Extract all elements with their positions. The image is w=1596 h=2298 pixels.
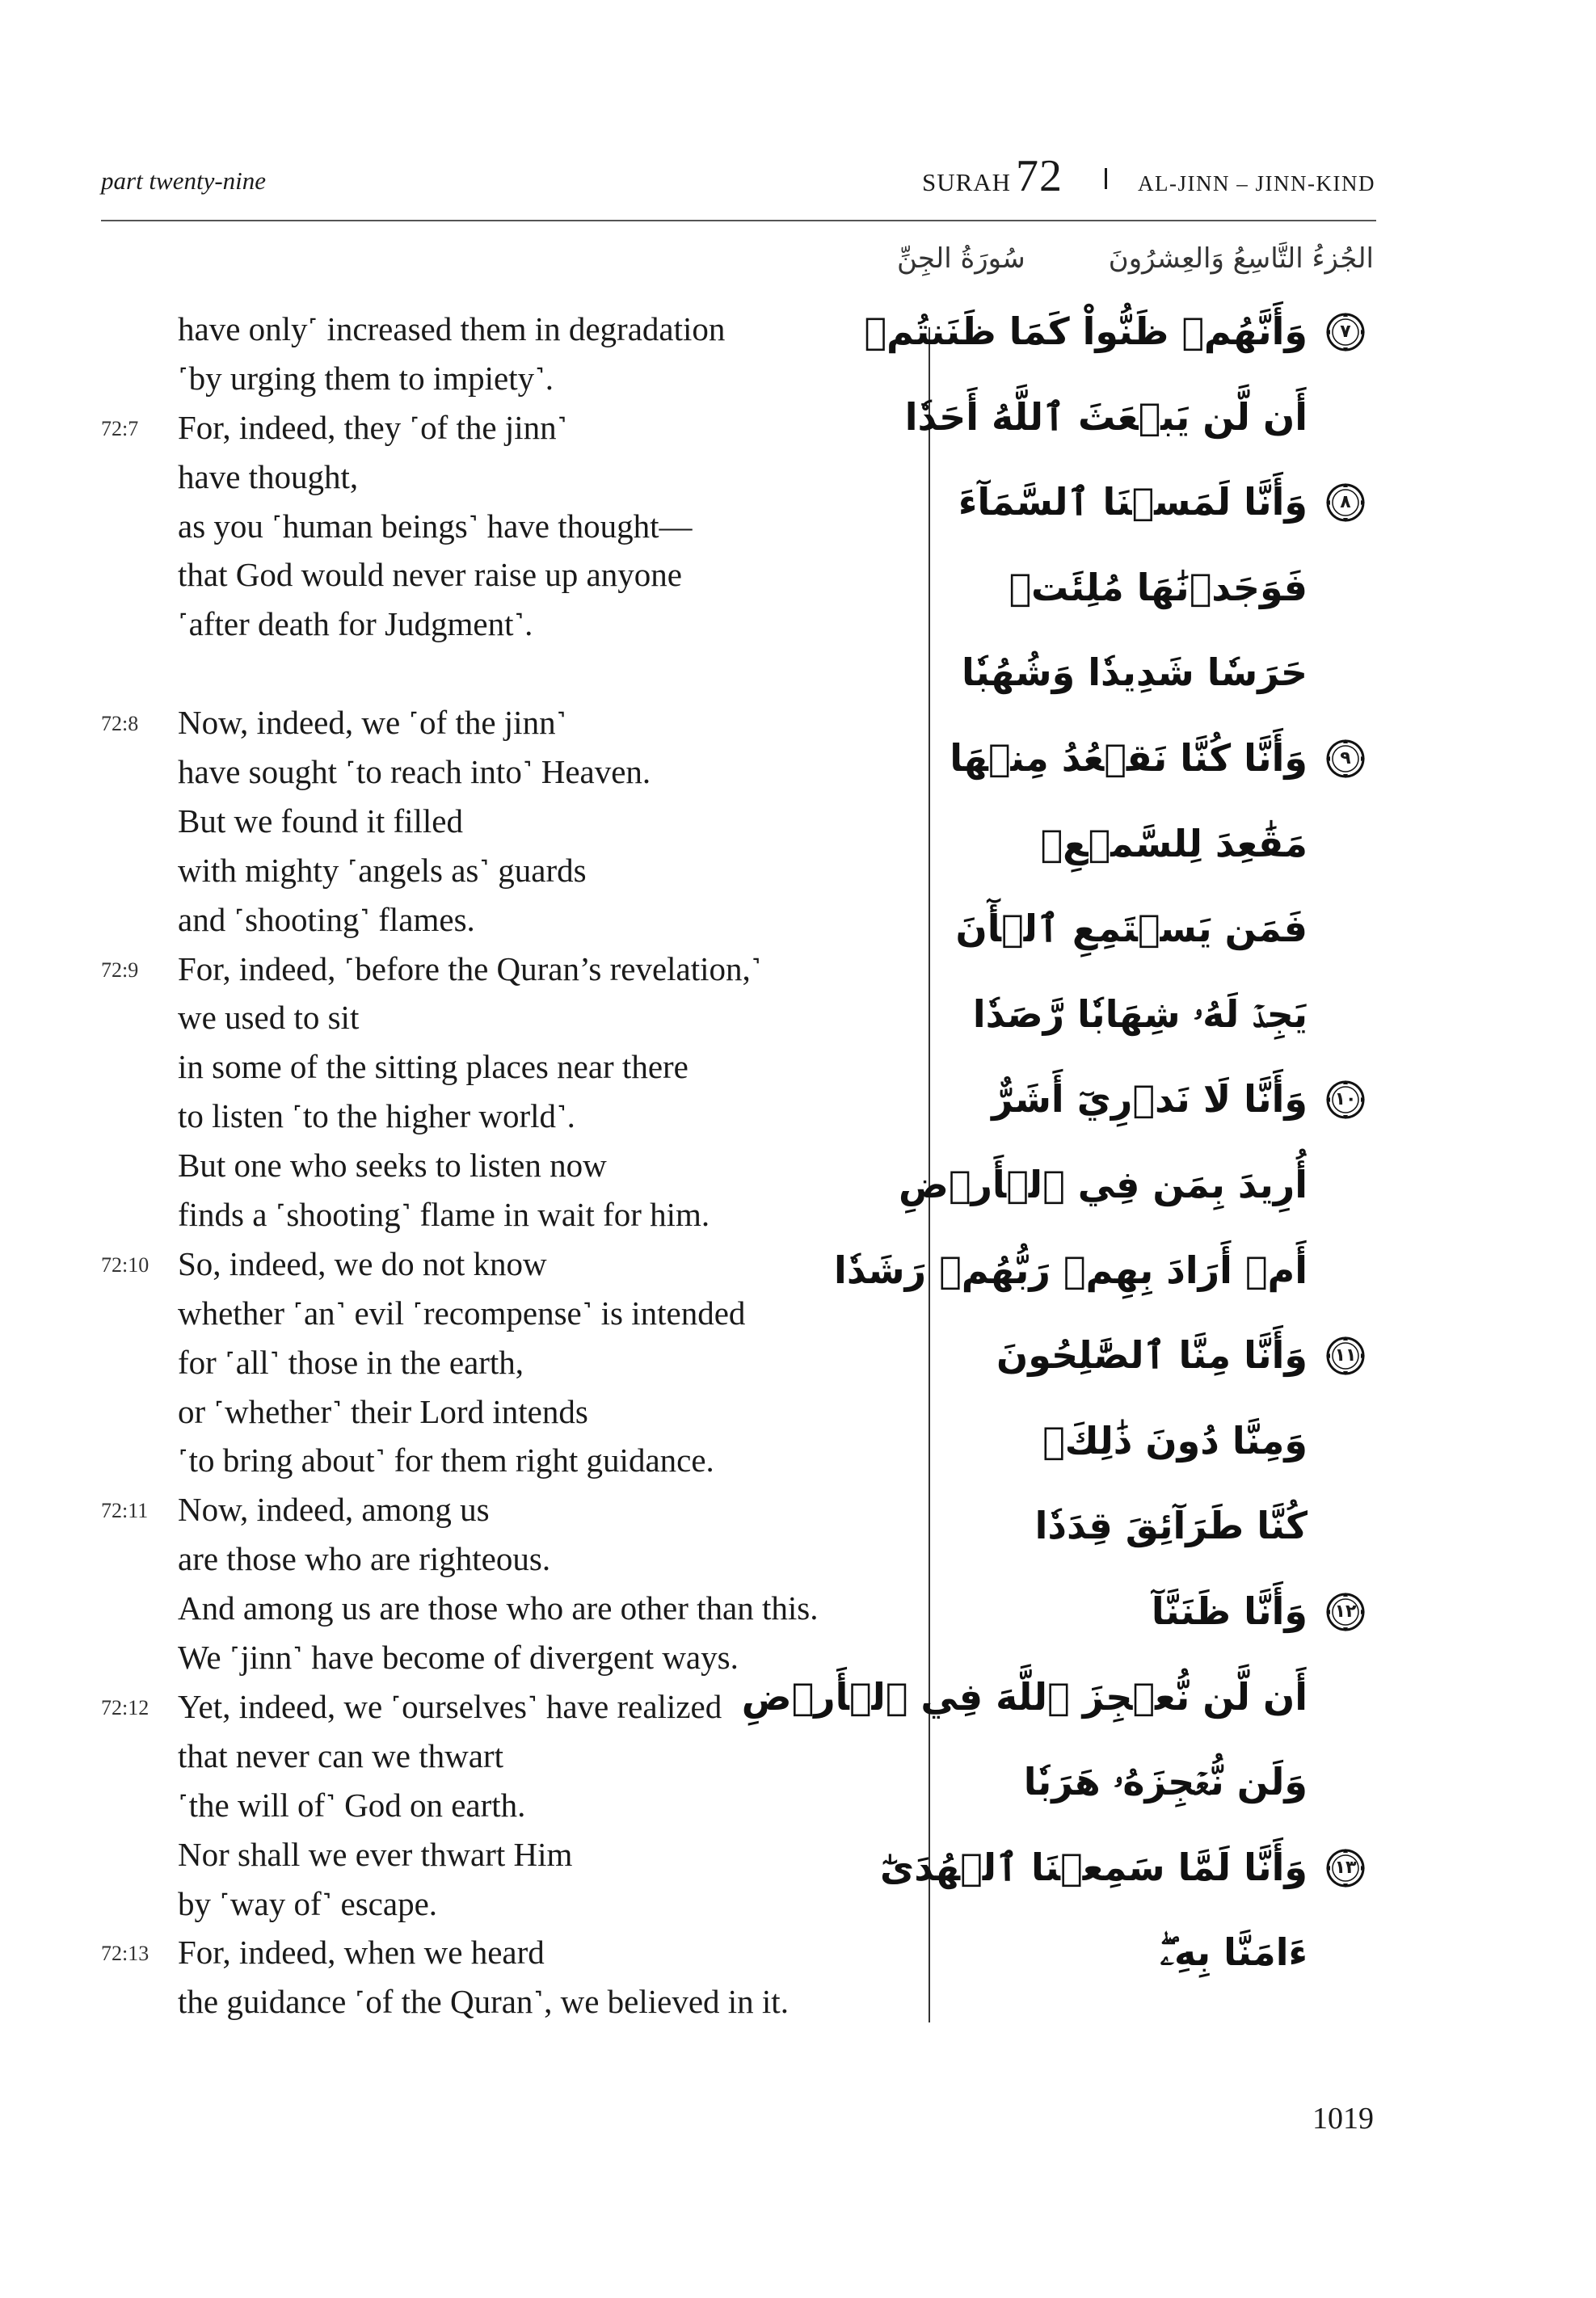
ayah-number: ٧ — [1340, 322, 1351, 342]
surah-title: AL-JINN – JINN-KIND — [1138, 171, 1375, 196]
translation-line — [101, 698, 917, 747]
translation-line — [101, 1928, 917, 1977]
arabic-verse-text: وَأَنَّهُمۡ ظَنُّواْ كَمَا ظَنَنتُمۡ — [864, 309, 1308, 353]
translation-line — [101, 1485, 917, 1534]
arabic-verse-text: وَأَنَّا لَا نَدۡرِيٓ أَشَرٌّ — [992, 1077, 1308, 1122]
running-head-part: part twenty-nine — [101, 166, 267, 195]
translation-text: for ˹all˺ those in the earth, — [178, 1343, 524, 1381]
translation-text: So, indeed, we do not know — [178, 1244, 547, 1282]
arabic-verse-text: وَلَن نُّعۡجِزَهُۥ هَرَبٗا — [1023, 1760, 1308, 1804]
arabic-verse-text: وَأَنَّا مِنَّا ٱلصَّٰلِحُونَ — [996, 1333, 1308, 1378]
translation-text: with mighty ˹angels as˺ guards — [178, 851, 587, 889]
ayah-number-icon — [1325, 1592, 1366, 1632]
surah-number: 72 — [1016, 151, 1063, 201]
arabic-verse-text: مَقَٰعِدَ لِلسَّمۡعِۖ — [1040, 821, 1308, 865]
verse-reference: 72:12 — [101, 1695, 149, 1719]
arabic-line — [741, 1673, 1374, 1722]
ayah-number: ٨ — [1340, 492, 1351, 513]
translation-line — [101, 1338, 917, 1387]
translation-line — [101, 1387, 917, 1437]
translation-text: have thought, — [178, 457, 359, 495]
arabic-line — [954, 904, 1374, 953]
translation-line — [101, 895, 917, 945]
arabic-line — [954, 1587, 1374, 1636]
translation-line — [101, 1436, 917, 1485]
arabic-line — [834, 1246, 1374, 1295]
verse-reference: 72:11 — [101, 1499, 149, 1523]
arabic-line — [954, 1075, 1374, 1124]
translation-text: that God would never raise up anyone — [178, 556, 682, 594]
stanza-gap — [101, 649, 917, 698]
translation-text: we used to sit — [178, 999, 360, 1037]
translation-line — [101, 1141, 917, 1190]
translation-line — [101, 1977, 917, 2027]
arabic-line — [950, 734, 1374, 783]
translation-text: have sought ˹to reach into˺ Heaven. — [178, 753, 651, 791]
translation-line — [101, 305, 917, 354]
arabic-line — [954, 1501, 1374, 1551]
arabic-line — [898, 1160, 1374, 1210]
arabic-verse-text: وَأَنَّا كُنَّا نَقۡعُدُ مِنۡهَا — [950, 735, 1308, 780]
arabic-line — [954, 990, 1374, 1039]
arabic-verse-text: أُرِيدَ بِمَن فِي ٱلۡأَرۡضِ — [898, 1162, 1308, 1206]
translation-text: Yet, indeed, we ˹ourselves˺ have realized — [178, 1687, 722, 1725]
arabic-verse-text: وَأَنَّا ظَنَنَّآ — [1151, 1589, 1308, 1633]
translation-line — [101, 945, 917, 994]
verse-reference: 72:8 — [101, 712, 139, 736]
arabic-line — [880, 1843, 1374, 1892]
translation-line — [101, 403, 917, 452]
verse-reference: 72:7 — [101, 416, 139, 440]
ayah-number: ١١ — [1334, 1345, 1357, 1366]
arabic-verse-text: أَن لَّن يَبۡعَثَ ٱللَّهُ أَحَدٗا — [904, 394, 1308, 439]
ayah-number: ٩ — [1340, 747, 1351, 768]
translation-text: We ˹jinn˺ have become of divergent ways. — [178, 1639, 739, 1677]
arabic-line — [954, 819, 1374, 869]
translation-text: Now, indeed, we ˹of the jinn˺ — [178, 704, 567, 742]
arabic-line — [864, 307, 1374, 356]
translation-text: For, indeed, ˹before the Quran’s revelation,˺ — [178, 949, 762, 987]
translation-text: For, indeed, they ˹of the jinn˺ — [178, 408, 568, 446]
translation-text: ˹to bring about˺ for them right guidance. — [178, 1442, 714, 1479]
translation-text: finds a ˹shooting˺ flame in wait for him. — [178, 1196, 710, 1234]
arabic-juz-heading: الجُزءُ التَّاسِعُ وَالعِشرُونَ — [1108, 242, 1374, 275]
arabic-verse-text: حَرَسٗا شَدِيدٗا وَشُهُبٗا — [962, 650, 1308, 695]
arabic-line — [954, 1416, 1374, 1466]
translation-text: have only˹ increased them in degradation — [178, 310, 726, 347]
translation-line — [101, 993, 917, 1042]
translation-text: Now, indeed, among us — [178, 1491, 490, 1529]
translation-line — [101, 1879, 917, 1929]
translation-line — [101, 747, 917, 797]
translation-text: in some of the sitting places near there — [178, 1048, 689, 1086]
translation-line — [101, 1534, 917, 1584]
verse-reference: 72:10 — [101, 1252, 149, 1277]
translation-line — [101, 550, 917, 600]
ayah-number-icon — [1325, 739, 1366, 779]
translation-text: that never can we thwart — [178, 1736, 503, 1774]
arabic-verse-text: وَأَنَّا لَمَسۡنَا ٱلسَّمَآءَ — [958, 480, 1308, 524]
ayah-number-icon — [1325, 482, 1366, 523]
header-separator — [1105, 168, 1107, 189]
verse-reference: 72:9 — [101, 958, 139, 982]
page-number: 1019 — [1312, 2102, 1374, 2136]
translation-line — [101, 354, 917, 403]
english-translation-column — [101, 305, 917, 2027]
running-head-surah — [921, 151, 1375, 201]
ayah-number-icon — [1325, 1848, 1366, 1888]
translation-text: ˹by urging them to impiety˺. — [178, 359, 554, 397]
arabic-verse-text: أَمۡ أَرَادَ بِهِمۡ رَبُّهُمۡ رَشَدٗا — [834, 1248, 1308, 1292]
surah-label: SURAH — [921, 168, 1012, 196]
translation-text: But one who seeks to listen now — [178, 1147, 607, 1185]
translation-text: And among us are those who are other than this. — [178, 1589, 819, 1627]
translation-line — [101, 846, 917, 895]
verse-reference: 72:13 — [101, 1942, 149, 1966]
arabic-verse-text: أَن لَّن نُّعۡجِزَ ٱللَّهَ فِي ٱلۡأَرۡضِ — [741, 1674, 1308, 1719]
translation-text: whether ˹an˺ evil ˹recompense˺ is intended — [178, 1294, 746, 1332]
translation-line — [101, 1781, 917, 1830]
translation-line — [101, 1289, 917, 1338]
ayah-number: ١٢ — [1334, 1601, 1357, 1622]
translation-line — [101, 1042, 917, 1092]
arabic-verse-text: يَجِدۡ لَهُۥ شِهَابٗا رَّصَدٗا — [972, 991, 1308, 1036]
ayah-number: ١٠ — [1334, 1089, 1357, 1110]
translation-text: by ˹way of˺ escape. — [178, 1884, 438, 1922]
translation-text: Nor shall we ever thwart Him — [178, 1835, 573, 1873]
ayah-number: ١٣ — [1334, 1857, 1357, 1878]
translation-line — [101, 452, 917, 502]
translation-line — [101, 1830, 917, 1879]
translation-text: and ˹shooting˺ flames. — [178, 900, 475, 938]
arabic-line — [954, 1757, 1374, 1807]
translation-line — [101, 1092, 917, 1141]
arabic-line — [954, 563, 1374, 612]
translation-text: But we found it filled — [178, 802, 464, 840]
ayah-number-icon — [1325, 1080, 1366, 1120]
arabic-verse-text: فَوَجَدۡنَٰهَا مُلِئَتۡ — [1009, 565, 1308, 609]
translation-text: For, indeed, when we heard — [178, 1934, 545, 1972]
translation-text: the guidance ˹of the Quran˺, we believed in it. — [178, 1983, 789, 2021]
translation-line — [101, 502, 917, 551]
arabic-line — [954, 478, 1374, 527]
translation-text: ˹after death for Judgment˺. — [178, 605, 533, 643]
arabic-verse-text: كُنَّا طَرَآئِقَ قِدَدٗا — [1034, 1504, 1308, 1548]
ayah-number-icon — [1325, 312, 1366, 352]
arabic-verse-text: فَمَن يَسۡتَمِعِ ٱلۡأٓنَ — [955, 907, 1308, 951]
translation-line — [101, 1732, 917, 1781]
translation-text: or ˹whether˺ their Lord intends — [178, 1392, 588, 1430]
arabic-line — [954, 648, 1374, 697]
arabic-verse-text: وَأَنَّا لَمَّا سَمِعۡنَا ٱلۡهُدَىٰٓ — [880, 1845, 1308, 1889]
translation-text: are those who are righteous. — [178, 1540, 551, 1578]
translation-text: ˹the will of˺ God on earth. — [178, 1786, 526, 1824]
arabic-verse-text: ءَامَنَّا بِهِۦۖ — [1160, 1930, 1308, 1975]
arabic-line — [904, 393, 1374, 442]
translation-line — [101, 1239, 917, 1289]
arabic-text-column — [741, 307, 1374, 2014]
header-rule — [101, 220, 1376, 221]
arabic-verse-text: وَمِنَّا دُونَ ذَٰلِكَۖ — [1042, 1418, 1308, 1463]
translation-text: to listen ˹to the higher world˺. — [178, 1097, 575, 1135]
translation-line — [101, 1584, 917, 1633]
arabic-line — [954, 1928, 1374, 1977]
translation-line — [101, 600, 917, 649]
ayah-number-icon — [1325, 1336, 1366, 1376]
arabic-line — [954, 1331, 1374, 1380]
translation-text: as you ˹human beings˺ have thought— — [178, 507, 693, 545]
translation-line — [101, 1190, 917, 1239]
translation-line — [101, 797, 917, 846]
arabic-surah-heading: سُورَةُ الجِنِّ — [897, 242, 1025, 275]
